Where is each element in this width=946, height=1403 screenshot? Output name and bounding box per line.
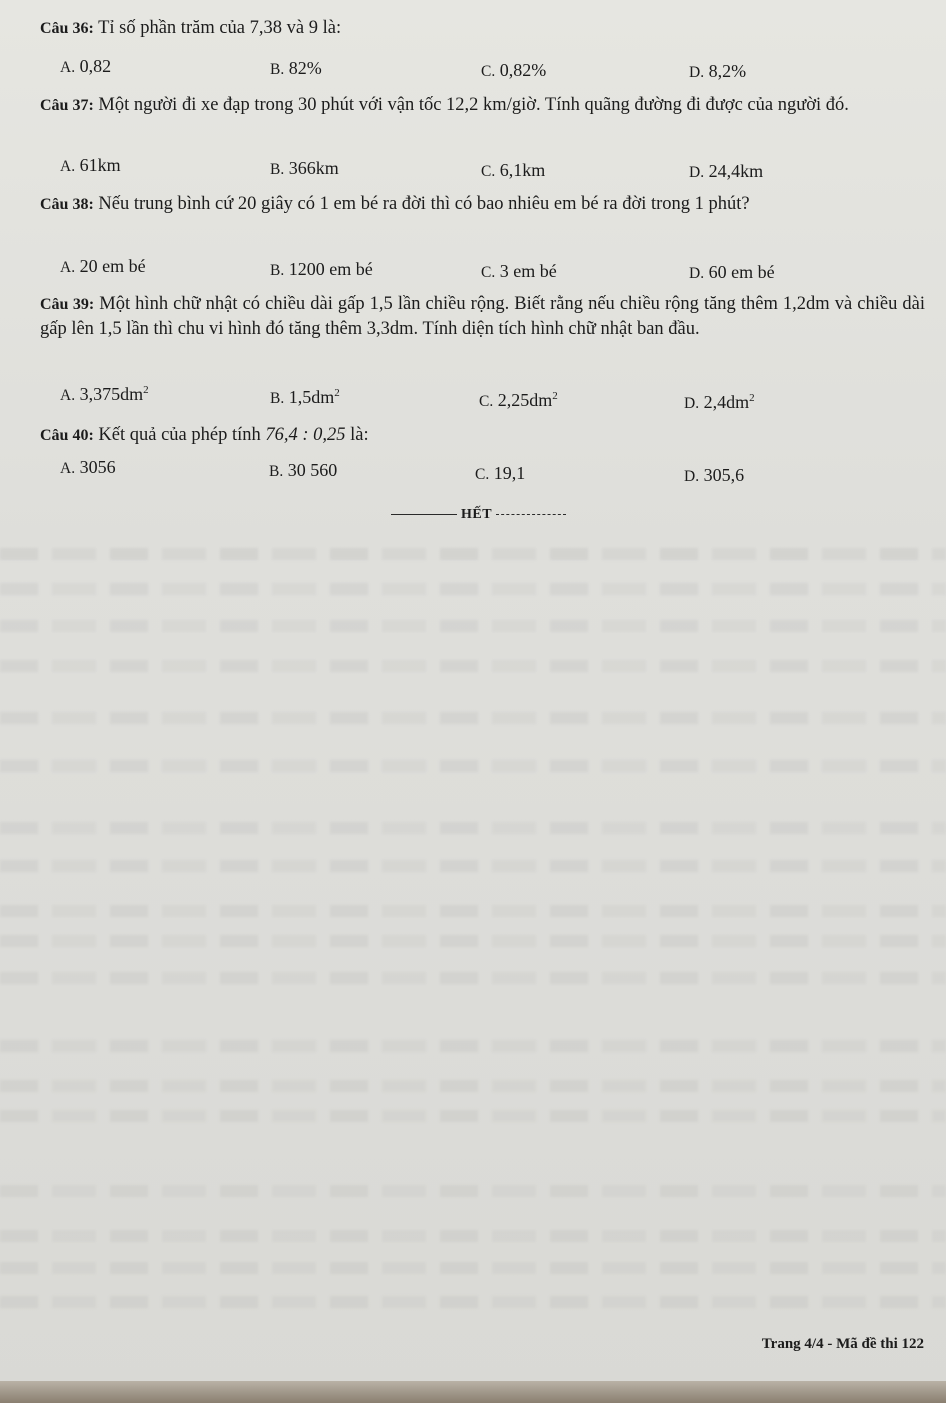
option-value: 19,1: [493, 463, 526, 483]
question-37-option-d: [689, 160, 763, 184]
question-40-option-b: [269, 459, 337, 483]
option-value: 2,25dm: [497, 390, 553, 410]
option-value: 61km: [79, 155, 121, 175]
option-value: 24,4km: [708, 161, 764, 181]
question-text: Nếu trung bình cứ 20 giây có 1 em bé ra đời thì có bao nhiêu em bé ra đời trong 1 phút?: [98, 194, 750, 214]
option-letter: B.: [270, 262, 285, 279]
option-value: 82%: [288, 58, 322, 78]
option-value: 0,82: [79, 56, 112, 76]
divider: [391, 514, 457, 515]
question-expression: 76,4 : 0,25: [265, 425, 346, 445]
question-text-end: là:: [345, 425, 369, 445]
question-number: Câu 39:: [40, 296, 95, 313]
divider: [496, 514, 566, 515]
question-36-option-c: [481, 59, 546, 83]
option-letter: A.: [60, 460, 76, 477]
option-value: 2,4dm: [703, 392, 750, 412]
question-38-option-a: [60, 255, 146, 279]
question-38: [40, 192, 925, 217]
question-39-option-a: [60, 383, 149, 407]
option-exponent: 2: [749, 392, 755, 404]
option-letter: A.: [60, 158, 76, 175]
question-37-option-b: [270, 157, 339, 181]
question-39-option-b: [270, 386, 340, 410]
question-38-option-d: [689, 261, 775, 285]
option-letter: B.: [270, 61, 285, 78]
option-value: 30 560: [287, 460, 338, 480]
option-letter: C.: [481, 264, 496, 281]
question-text: Một người đi xe đạp trong 30 phút với vận tốc 12,2 km/giờ. Tính quãng đường đi được của người đó.: [98, 95, 849, 115]
question-number: Câu 38:: [40, 196, 94, 213]
option-exponent: 2: [334, 387, 340, 399]
option-letter: D.: [684, 468, 700, 485]
option-letter: A.: [60, 259, 76, 276]
option-letter: C.: [479, 393, 494, 410]
question-number: Câu 37:: [40, 97, 94, 114]
question-text: Tỉ số phần trăm của 7,38 và 9 là:: [98, 18, 342, 38]
option-letter: C.: [481, 63, 496, 80]
question-36-option-d: [689, 60, 746, 84]
question-40-option-a: [60, 456, 116, 480]
option-letter: D.: [689, 265, 705, 282]
question-36-option-a: [60, 55, 111, 79]
option-letter: C.: [475, 466, 490, 483]
option-letter: C.: [481, 163, 496, 180]
option-value: 1,5dm: [288, 387, 335, 407]
question-number: Câu 40:: [40, 427, 94, 444]
option-value: 6,1km: [499, 160, 546, 180]
question-37-option-a: [60, 154, 121, 178]
question-39-option-d: [684, 391, 755, 415]
option-value: 20 em bé: [79, 256, 146, 276]
option-letter: D.: [689, 164, 705, 181]
page-footer: Trang 4/4 - Mã đề thi 122: [761, 1336, 924, 1352]
table-surface: [0, 1381, 946, 1403]
option-value: 0,82%: [499, 60, 547, 80]
option-value: 366km: [288, 158, 339, 178]
question-37: [40, 93, 925, 118]
question-40: [40, 423, 925, 448]
option-value: 8,2%: [708, 61, 747, 81]
option-letter: B.: [270, 390, 285, 407]
option-exponent: 2: [552, 390, 558, 402]
question-text: Một hình chữ nhật có chiều dài gấp 1,5 lần chiều rộng. Biết rằng nếu chiều rộng tăng thêm 1,2dm và chiều dài gấp lên 1,5 lần thì chu vi hình đó tăng thêm 3,3dm. Tính diện tích hình chữ nhật ban đầu.: [40, 294, 925, 339]
question-36-option-b: [270, 57, 322, 81]
question-36: [40, 16, 925, 41]
option-value: 1200 em bé: [288, 259, 373, 279]
question-38-option-c: [481, 260, 557, 284]
end-marker: [387, 507, 570, 523]
option-value: 3 em bé: [499, 261, 557, 281]
question-37-option-c: [481, 159, 545, 183]
question-39: [40, 292, 925, 341]
option-letter: A.: [60, 387, 76, 404]
option-letter: B.: [269, 463, 284, 480]
question-text: Kết quả của phép tính: [98, 425, 266, 445]
option-exponent: 2: [143, 384, 149, 396]
option-letter: B.: [270, 161, 285, 178]
question-40-option-c: [475, 462, 525, 486]
bleed-through-line: [0, 548, 946, 560]
question-40-option-d: [684, 464, 744, 488]
question-number: Câu 36:: [40, 20, 94, 37]
paper-shade: [0, 560, 946, 1381]
option-letter: A.: [60, 59, 76, 76]
question-38-option-b: [270, 258, 373, 282]
question-39-option-c: [479, 389, 558, 413]
option-value: 3056: [79, 457, 116, 477]
end-label: HẾT: [461, 507, 493, 522]
option-letter: D.: [684, 395, 700, 412]
option-value: 305,6: [703, 465, 745, 485]
option-letter: D.: [689, 64, 705, 81]
option-value: 60 em bé: [708, 262, 775, 282]
option-value: 3,375dm: [79, 384, 144, 404]
